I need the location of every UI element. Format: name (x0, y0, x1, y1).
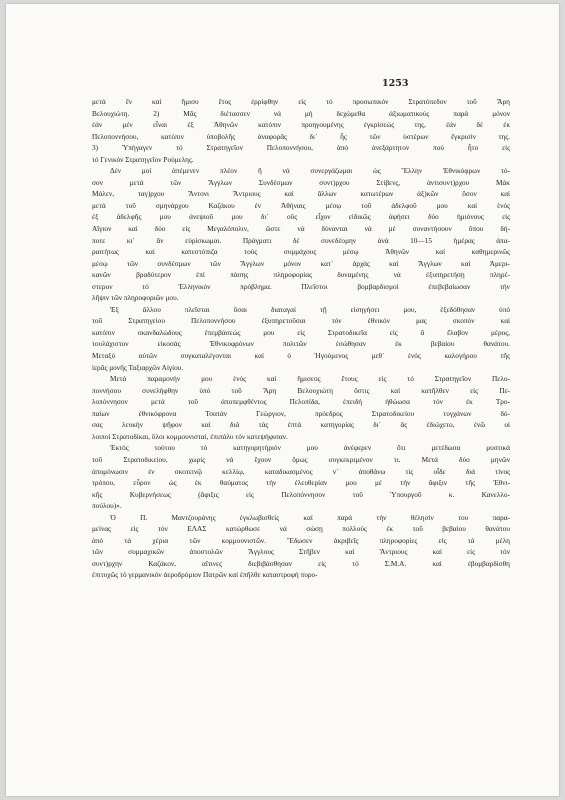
text-line: Μετά παραμονήν μου ἑνός καί ἥμισεος ἔτους εἰς τό Στρατηγεῖον Πελο- (110, 374, 510, 384)
text-line: κανῶν βραδύτερον ἐπί πάσης πληροφορίας δυναμένης νά ἐξυπηρετήσῃ πληρέ- (92, 270, 510, 280)
paragraph (92, 373, 510, 442)
paragraph (92, 442, 510, 511)
text-line: Δέν μοί ἀπέμενεν πλέον ἤ νά συνεργάζωμαι ὡς Ἕλλην Ἐθνικόφρων τό- (110, 166, 510, 176)
paragraph (92, 96, 510, 165)
text-line: σας λευκήν ψῆφον καί διά τάς ἑπτά κατηγορίας δι᾽ ἃς ἐδιώχετο, ἐνῶ οἱ (92, 420, 510, 430)
text-line: τό Γενικόν Στρατηγεῖον Ρούμελης. (92, 154, 194, 164)
text-line: τοῦ Στρατηγείου Πελοποννήσου ἐξυπηρετοῦσαι τόν ἐθνικόν μας σκοπόν καί (92, 316, 510, 326)
text-line: τρόπου, εὗρον ὡς ἐκ θαύματος τήν ἐλευθερίαν μου μέ τήν ἄφιξιν τῆς Ἐθνι- (92, 478, 510, 488)
text-line: ἐάν μέν εἶναι ἐξ Ἀθηνῶν κατόπιν προηγουμένης ἐγκρίσεώς της, ἐάν δέ ἐκ (92, 120, 510, 130)
text-line: στερον τό Ἑλληνικόν πρόβλημα. Πλεῖστοι βομβαρδισμοί ἐπεβεβαίωσαν τήν (92, 281, 510, 291)
text-line: τουλάχιστον εἰκοσάς Ἐθνικοφρόνων πολιτῶν ἐσώθησαν ἐκ βεβαίου θανάτου. (92, 339, 510, 349)
text-line: ποννήσου συνελήφθην ὑπό τοῦ Ἄρη Βελουχιώτη ὅστις καί κατῆλθεν εἰς Πε- (92, 385, 510, 395)
text-line: ποτε κι᾽ ἄν εὑρίσκωμαι. Πράγματι δέ συνεδέομην ἀνά 10—15 ἡμέρας ἀπα- (92, 235, 510, 245)
text-line: Ὁ Π. Μαντζουράνης ἐγκλωβισθείς καί παρά τήν θέλησίν του παρα- (110, 512, 510, 522)
text-line: λοιποί Στρατοδίκαι, ὅλοι κομμουνισταί, ἐπιπάλυ τόν κατεψήφισαν. (92, 431, 288, 441)
text-line: 3) Ὑπήγαγεν τό Στρατηγεῖον Πελοποννήσου, ἀπό ἀνεξάρτητον πού ἦτο εἰς (92, 143, 510, 153)
document-page (6, 4, 559, 796)
text-line: μετά ἕν καί ἥμισυ ἔτος ἐρρίφθην εἰς τό προσωπικόν Στρατόπεδον τοῦ Ἄρη (92, 97, 510, 106)
text-line: λοπόννησον μετά τοῦ ἀποπεμφθέντος Πελοπίδα, ἐπειδή ἠθώωσα τόν ἐκ Τρο- (92, 397, 510, 407)
text-line: Μεταξύ αὐτῶν συγκαταλέγονται καί ὁ Ἡγούμενος μεθ᾽ ἑνός καλογήρου τῆς (92, 351, 510, 361)
text-line: κῆς Κυβερνήσεως (ἄφιξις εἰς Πελοπόννησον τοῦ Ὑπουργοῦ κ. Κανελλο- (92, 489, 510, 499)
text-line: ἀπό τά χέρια τῶν κομμουνιστῶν. Ἔδωσεν ἀκριβεῖς πληροφορίες εἰς τά μέλη (92, 535, 510, 545)
text-line: κατόπιν σκανδαλώδους ἐπεμβάσεώς μου εἰς Στρατοδικεῖα εἰς ἃ ἔλαβον μέρος, (92, 327, 510, 337)
text-line: μέσῳ τῶν συνδέσμων τῶν Ἄγγλων μόνον κατ᾽ ἀρχάς καί Ἄγγλων καί Ἀμερι- (92, 258, 510, 268)
text-line: ραιτήτως καί κατεστόπιζα τούς συμμάχους μέσῳ Ἀθηνῶν καί καθημερινῶς (92, 247, 510, 257)
text-line: συντ)ρχην Καζάκον, αἵτινες διεβιβάσθησαν εἰς τό Σ.Μ.Α. καί ἐβομβαρδίσθη (92, 558, 510, 568)
text-line: ἐξ ἀδελφῆς μου ἀνεψιοῦ μου δι᾽ οὕς εἶχον εἰδικῶς ἀφήσει δύο ἡμιόνους εἰς (92, 212, 510, 222)
paragraph (92, 165, 510, 304)
text-line: μείνας εἰς τόν ΕΛΑΣ κατώρθωσε νά σώσῃ πολλούς ἐκ τοῦ βεβαίου θανάτου (92, 524, 510, 534)
text-line: σον μετά τῶν Ἄγγλων Συνδέσμων συντ)ρχου Στίβενς, ἀντισυντ)ρχου Μάκ (92, 177, 510, 187)
body-text (92, 96, 510, 581)
text-line: ἐπιτυχῶς τό γερμανικόν ἀεροδρόμιον Πατρῶν καί ἐπῆλθε καταστροφή πυρο- (92, 570, 318, 580)
text-line: Μάλεν, ταγ)ρχου Ἄντονι Ἄντριους καί ἄλλων κατωτέρων ἀξ)κῶν ὅσον καί (92, 189, 510, 199)
text-line: τοῦ Στρατοδικείου, χωρίς νά ἔχουν ὅμως συγκεκριμένον τι. Μετά δύο μηνῶν (92, 454, 510, 464)
text-line: πούλου)». (92, 501, 122, 511)
text-line: λῆψιν τῶν πληροφοριῶν μου. (92, 293, 179, 303)
page-number: 1253 (382, 78, 409, 89)
text-line: ἱερᾶς μονῆς Ταξιαρχῶν Αἰγίου. (92, 362, 184, 372)
paragraph (92, 304, 510, 373)
text-line: Ἐκτός τούτου τό κατηγορητήριόν μου ἀνέφερεν ὅτι μετέδωσα μυστικά (110, 443, 510, 453)
text-line: Βελουχιώτη. 2) Μᾶς διέτασσεν νά μή δεχώμεθα ἀξιωματικούς παρά μόνον (92, 108, 510, 118)
text-line: Ἐξ ἄλλου πλεῖσται ὅσαι διαταγαί τῇ εἰσηγήσει μου, ἐξεδόθησαν ὑπό (110, 304, 510, 314)
text-line: παίων ἐθνικόφρονα Τσατάν Γεώργιον, πρόεδρος Στρατοδικείου τυγχάνων δό- (92, 408, 510, 418)
text-line: Πελοποννήσου, κατόπιν ὑποβολῆς ἀναφορᾶς δι᾽ ἧς τῶν ὑστέρων ἔγκρισίν της. (92, 131, 510, 141)
text-line: Αἴγιον καί δύο εἰς Μεγαλόπολιν, ὥστε νά δύνανται νά μέ συναντήσουν ὅπου δή- (92, 224, 510, 234)
text-line: μετά τοῦ σμηνάρχου Καζάκου ἐν Ἀθήναις μέσῳ τοῦ ἀδελφοῦ μου καί ἑνός (92, 200, 510, 210)
text-line: τῶν συμμαχικῶν ἀποστολῶν Ἄγγλους Στῆβεν καί Ἄντριους καί εἰς τόν (92, 547, 510, 557)
paragraph (92, 512, 510, 581)
text-line: ἀπομόνωσιν ἐν σκοτεινῷ κελλίῳ, καταδικασμένος ν᾽ ἀποθάνω τίς οἶδε διά τίνος (92, 466, 510, 476)
